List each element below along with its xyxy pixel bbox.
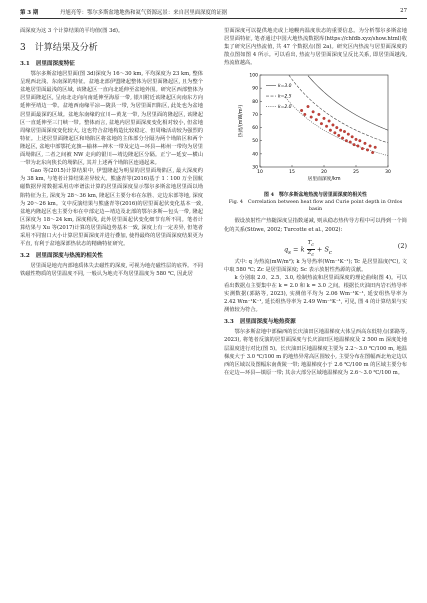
data-point [339,129,342,132]
data-point [304,114,307,117]
y-tick-label: 100 [249,73,258,79]
left-column [20,27,203,278]
data-point [361,148,364,151]
y-tick-label: 40 [252,152,258,158]
curve-k=3.0 [308,76,388,130]
x-tick-label: 15 [289,170,295,176]
data-point [312,111,315,114]
paragraph-intro: 面深度为这 3 个计算结果的平均值(图 3d)。 [20,28,124,34]
data-point [300,110,303,113]
data-point [374,146,377,149]
data-point [371,152,374,155]
equation-body: $q_s = k$ $\frac{T_c}{Z_c}$ + $S_c$ [284,239,332,258]
y-tick-label: 80 [252,100,258,106]
data-point [349,141,352,144]
paragraph-heat-flow-correlation: 居里面是地壳内部地质体失去磁性的深度, 可视为地壳磁性层的底界。不同铁磁性物质的居里温度不同, 一般认为地壳平均居里温度为 580 ℃, 因此居 [20,263,203,278]
data-point [318,114,321,117]
paragraph-model: 假设放射性产热随深度呈指数递减, 则从稳态热传导方程中可以得到一个简化的关系(Stüwe, 2002; Turcotte et al., 2002): [224,218,407,233]
section-number: 3 [20,43,26,54]
figure-4 [224,69,407,189]
data-point [366,149,369,152]
subsection-title: 居里面深度与地热资源 [239,319,296,326]
data-point [353,144,356,147]
data-point [347,133,350,136]
data-point [320,123,323,126]
running-title: 丹旭亮等：鄂尔多斯盆地地热和氦气资源远景：来自居里面深度的证据 [60,10,228,16]
subsection-title: 居里面深度与热流的相关性 [35,253,103,260]
y-tick-label: 50 [252,139,258,145]
x-tick-label: 30 [385,170,391,176]
page-number: 27 [400,8,407,14]
equation-fraction: $\frac{T_c}{Z_c}$ [307,239,314,258]
x-tick-label: 10 [257,170,263,176]
figure-caption-cn: 图 4 鄂尔多斯盆地热流与居里面深度的相关性 [264,192,367,199]
data-point [323,118,326,121]
legend-label: k=2.0 [278,105,292,111]
y-axis-label: 热流/(mW/m²) [239,105,244,138]
equation-2 [224,237,407,258]
data-point [325,125,328,128]
x-tick-label: 25 [353,170,359,176]
subsection-number: 3.2 [20,253,30,260]
section-title: 计算结果及分析 [34,43,98,54]
data-point [337,135,340,138]
subsection-title: 居里面深度特征 [35,61,75,68]
subsection-number: 3.1 [20,61,30,68]
y-tick-label: 90 [252,87,258,93]
data-point [369,145,372,148]
curve-k=2.5 [289,75,388,143]
subsection-heading-3-1 [20,60,203,68]
paragraph-continuation: 里面深度可以提供地壳或上地幔内温度状态的重要信息。为分析鄂尔多斯盆地居里面特征, 笔者通过中国大地热流数据库(https://chfdb.xyz/show.html)收集了研究区内热流值, 共 47 个数据点(图 2a)。研究区内热流与居里面深度的散点图如图 4 所示。可以看出, 热流与居里面深度呈反比关系, 即居里面越浅, 热流值越高。 [224,28,407,67]
data-point [355,139,358,142]
subsection-number: 3.3 [224,319,234,326]
issue-label: 第 3 期 [20,10,39,16]
figure-caption-en: Fig. 4 Correlation between heat flow and Curie point depth in Ordos basin [228,199,403,213]
y-tick-label: 70 [252,113,258,119]
data-point [341,137,344,140]
scatter-chart [236,69,396,187]
data-point [336,127,339,130]
y-tick-label: 60 [252,126,258,132]
paragraph-curie-features: 鄂尔多斯盆地居里面(图 3d)深度为 16～30 km, 平均深度为 23 km, 整体呈现西北浅、东南深的特征。盆地北部伊盟隆起整体为居里面隆起区, 且为整个盆地居里面最浅的区域, 该隆起区一直向北延伸至盆地外围。研究区西部整体为居里面隆起区, 呈南北走向向南延伸至海原一带, 银川附近该隆起区向南东方向延伸至靖边一带。盆地西南缘平凉—陇县一带, 为居里面凹陷区, 此处也为盆地居里面最深的区域。盆地东南缘的宜川—黄龙一带, 为居里面的隆起区, 该隆起区一直延伸至三门峡一带。整体而言, 盆地内居里面深度变化相对较小, 但盆地周缘居里面深度变化较大, 这也符合盆地构造比较稳定、但周缘活动较为强烈的特征。上述居里面隆起区和坳陷区将盆地的主体部分分隔为两个坳陷区和两个隆起区, 盆地中部鄂托克旗—榆林—神木一带及定边—环县—彬州一带均为居里面坳陷区, 二者之间被 NW 走向的银川—靖边隆起区分隔。正宁—延安—横山一带为北东向狭长的坳陷区, 其并上述两个坳陷区连通起来。 [20,71,203,167]
data-point [351,136,354,139]
paragraph-where: 式中: q 为热流(mW/m²); k 为导热率(Wm⁻¹K⁻¹); Tc 是居里温度(℃), 文中取 580 ℃; Zc 是居里面深度; Sc 表示放射性热源的贡献。 [224,258,407,273]
paragraph-geothermal: 鄂尔多斯盆地中部偏西的长庆油田区地温梯度大体呈西高东低特点(郭路等, 2023), 将笔者反演的居里面深度与长庆油田区地温梯度及 2 500 m 深度处地层温度进行对比(图 5)。长庆油田区地温梯度主要为 2.2～3.0 ℃/100 m, 地温梯度大于 3.0 ℃/100 m 的地热异常高区围较小, 主要分布在图幅西北角定边以西的区域以及图幅东南黄陵一带; 地温梯度小于 2.6 ℃/100 m 的区域主要分布在定边—环县—镇原一带; 其余大部分区域地温梯度为 2.6～3.0 ℃/100 m。 [224,329,407,376]
data-point [315,119,318,122]
data-point [328,120,331,123]
legend-label: k=2.5 [278,95,292,101]
data-point [345,140,348,143]
page-header [20,6,407,19]
right-column [224,27,407,377]
data-point [357,145,360,148]
paragraph-comparison: Gao 等(2015)计算结果中, 伊盟隆起为明显的居里面坳陷区, 最大深度约为 38 km, 与笔者计算结果差异较大。熊盛青等(2016)基于 1∶100 万全国航磁数据异常数据采用功率谱法计算的居里面深度显示鄂尔多斯盆地居里面以坳陷特征为主, 深度为 28～36 km, 隆起区主要分布在东胜、定边东部等地, 深度为 20～26 km。文中反演结果与熊盛青等(2016)的居里面起伏变化基本一致, 盆地内隆起区也主要分布在中部定边—靖边及北部的鄂尔多斯—包头一带, 隆起区深度为 18～24 km, 深度稍浅, 此外居里面起伏变化细节有所不同。笔者计算结果与 Xu 等(2017)计算的居里面趋势基本一致, 深度上有一定差异, 但笔者采用不同窗口大小计算居里面深度并进行叠加, 使得最终的居里面深度结果更为平直, 有利于盆地深部热状态的精确特征研究。 [20,168,203,248]
data-point [364,143,367,146]
subsection-heading-3-3 [224,318,407,326]
x-axis-label: 居里面深度/km [307,177,341,183]
x-tick-label: 20 [321,170,327,176]
paragraph-fit: k 分别取 2.0、2.5、3.0, 绘制热流和居里面深度的理论曲线(图 4)。可以看出数据点主要集中在 k = 2.0 和 k = 3.0 之间。根据长庆油田内岩石热导率实测数据(郭路等, 2023), 实测值平均为 2.06 Wm⁻¹K⁻¹, 延安组热导率为 2.42 Wm⁻¹K⁻¹, 延长组热导率为 2.49 Wm⁻¹K⁻¹, 可见, 图 4 的计算结果与实测值较为符合。 [224,274,407,314]
data-point [343,131,346,134]
section-heading-3 [20,43,203,54]
data-point [334,132,337,135]
data-point [332,124,335,127]
equation-number: (2) [397,241,407,250]
data-point [310,116,313,119]
y-tick-label: 30 [252,165,258,171]
legend-label: k=3.0 [278,84,292,90]
subsection-heading-3-2 [20,252,203,260]
data-point [329,129,332,132]
data-point [307,106,310,109]
data-point [359,140,362,143]
